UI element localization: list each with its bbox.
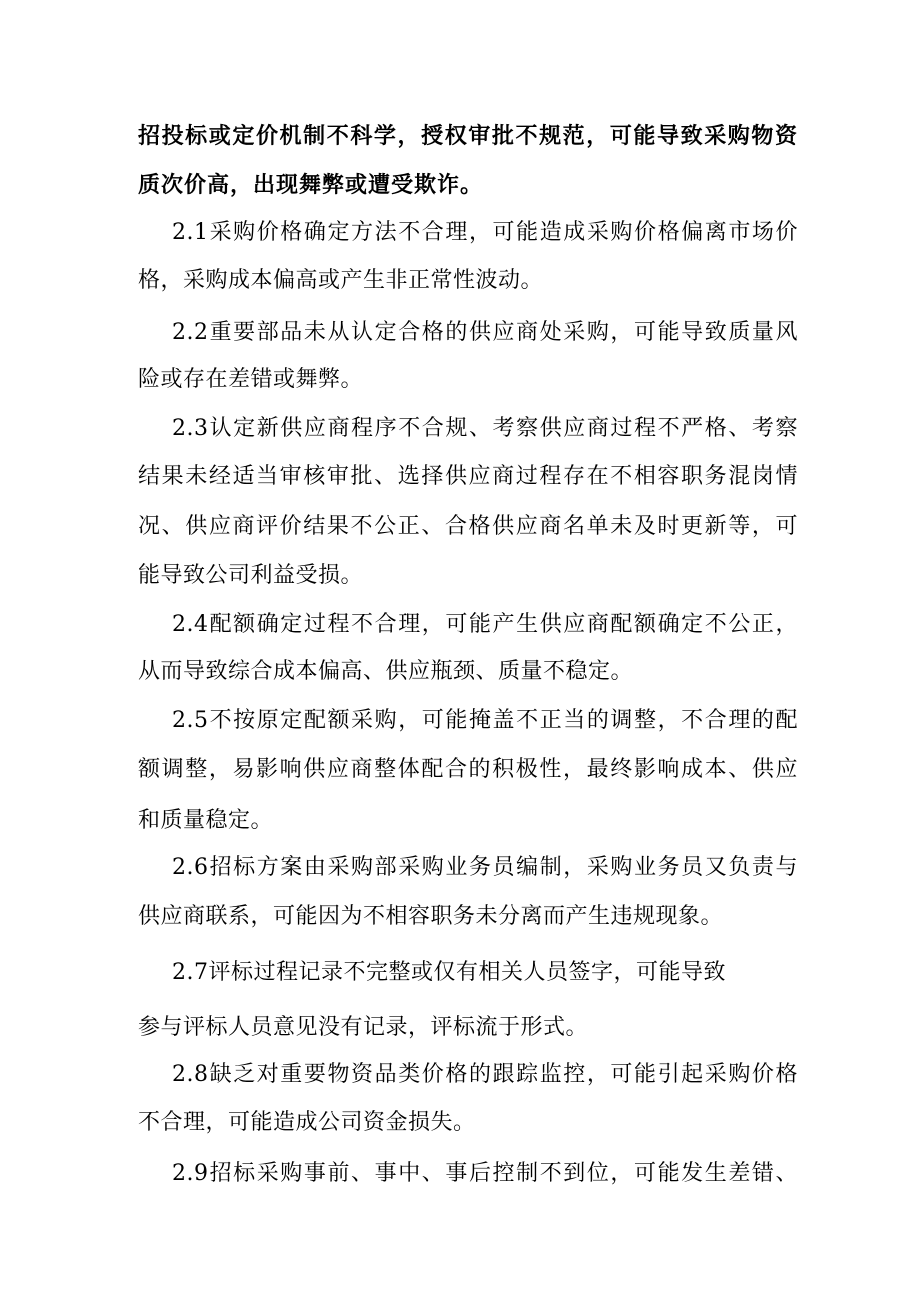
text-line-13: 2.5不按原定配额采购，可能掩盖不正当的调整，不合理的配: [172, 708, 798, 733]
text-line-22: 2.9招标采购事前、事中、事后控制不到位，可能发生差错、: [172, 1161, 798, 1186]
text-line-10: 能导致公司利益受损。: [138, 563, 364, 588]
text-line-3: 2.1采购价格确定方法不合理，可能造成采购价格偏离市场价: [172, 220, 798, 245]
text-line-20: 2.8缺乏对重要物资品类价格的跟踪监控，可能引起采购价格: [172, 1062, 798, 1087]
text-line-11: 2.4配额确定过程不合理，可能产生供应商配额确定不公正，: [172, 612, 798, 637]
text-line-14: 额调整，易影响供应商整体配合的积极性，最终影响成本、供应: [138, 757, 798, 782]
text-line-6: 险或存在差错或舞弊。: [138, 367, 364, 392]
text-line-4: 格，采购成本偏高或产生非正常性波动。: [138, 268, 544, 293]
text-line-18: 2.7评标过程记录不完整或仅有相关人员签字，可能导致: [172, 960, 726, 985]
text-line-2: 质次价高，出现舞弊或遭受欺诈。: [138, 172, 484, 198]
text-line-9: 况、供应商评价结果不公正、合格供应商名单未及时更新等，可: [138, 514, 798, 539]
text-line-21: 不合理，可能造成公司资金损失。: [138, 1110, 476, 1135]
text-line-7: 2.3认定新供应商程序不合规、考察供应商过程不严格、考察: [172, 416, 798, 441]
text-line-8: 结果未经适当审核审批、选择供应商过程存在不相容职务混岗情: [138, 464, 798, 489]
text-line-19: 参与评标人员意见没有记录，评标流于形式。: [138, 1015, 589, 1040]
text-line-16: 2.6招标方案由采购部采购业务员编制，采购业务员又负责与: [172, 855, 798, 880]
text-line-12: 从而导致综合成本偏高、供应瓶颈、质量不稳定。: [138, 659, 634, 684]
text-line-1: 招投标或定价机制不科学，授权审批不规范，可能导致采购物资: [138, 123, 798, 149]
text-line-17: 供应商联系，可能因为不相容职务未分离而产生违规现象。: [138, 904, 724, 929]
text-line-15: 和质量稳定。: [138, 808, 274, 833]
text-line-5: 2.2重要部品未从认定合格的供应商处采购，可能导致质量风: [172, 320, 798, 345]
